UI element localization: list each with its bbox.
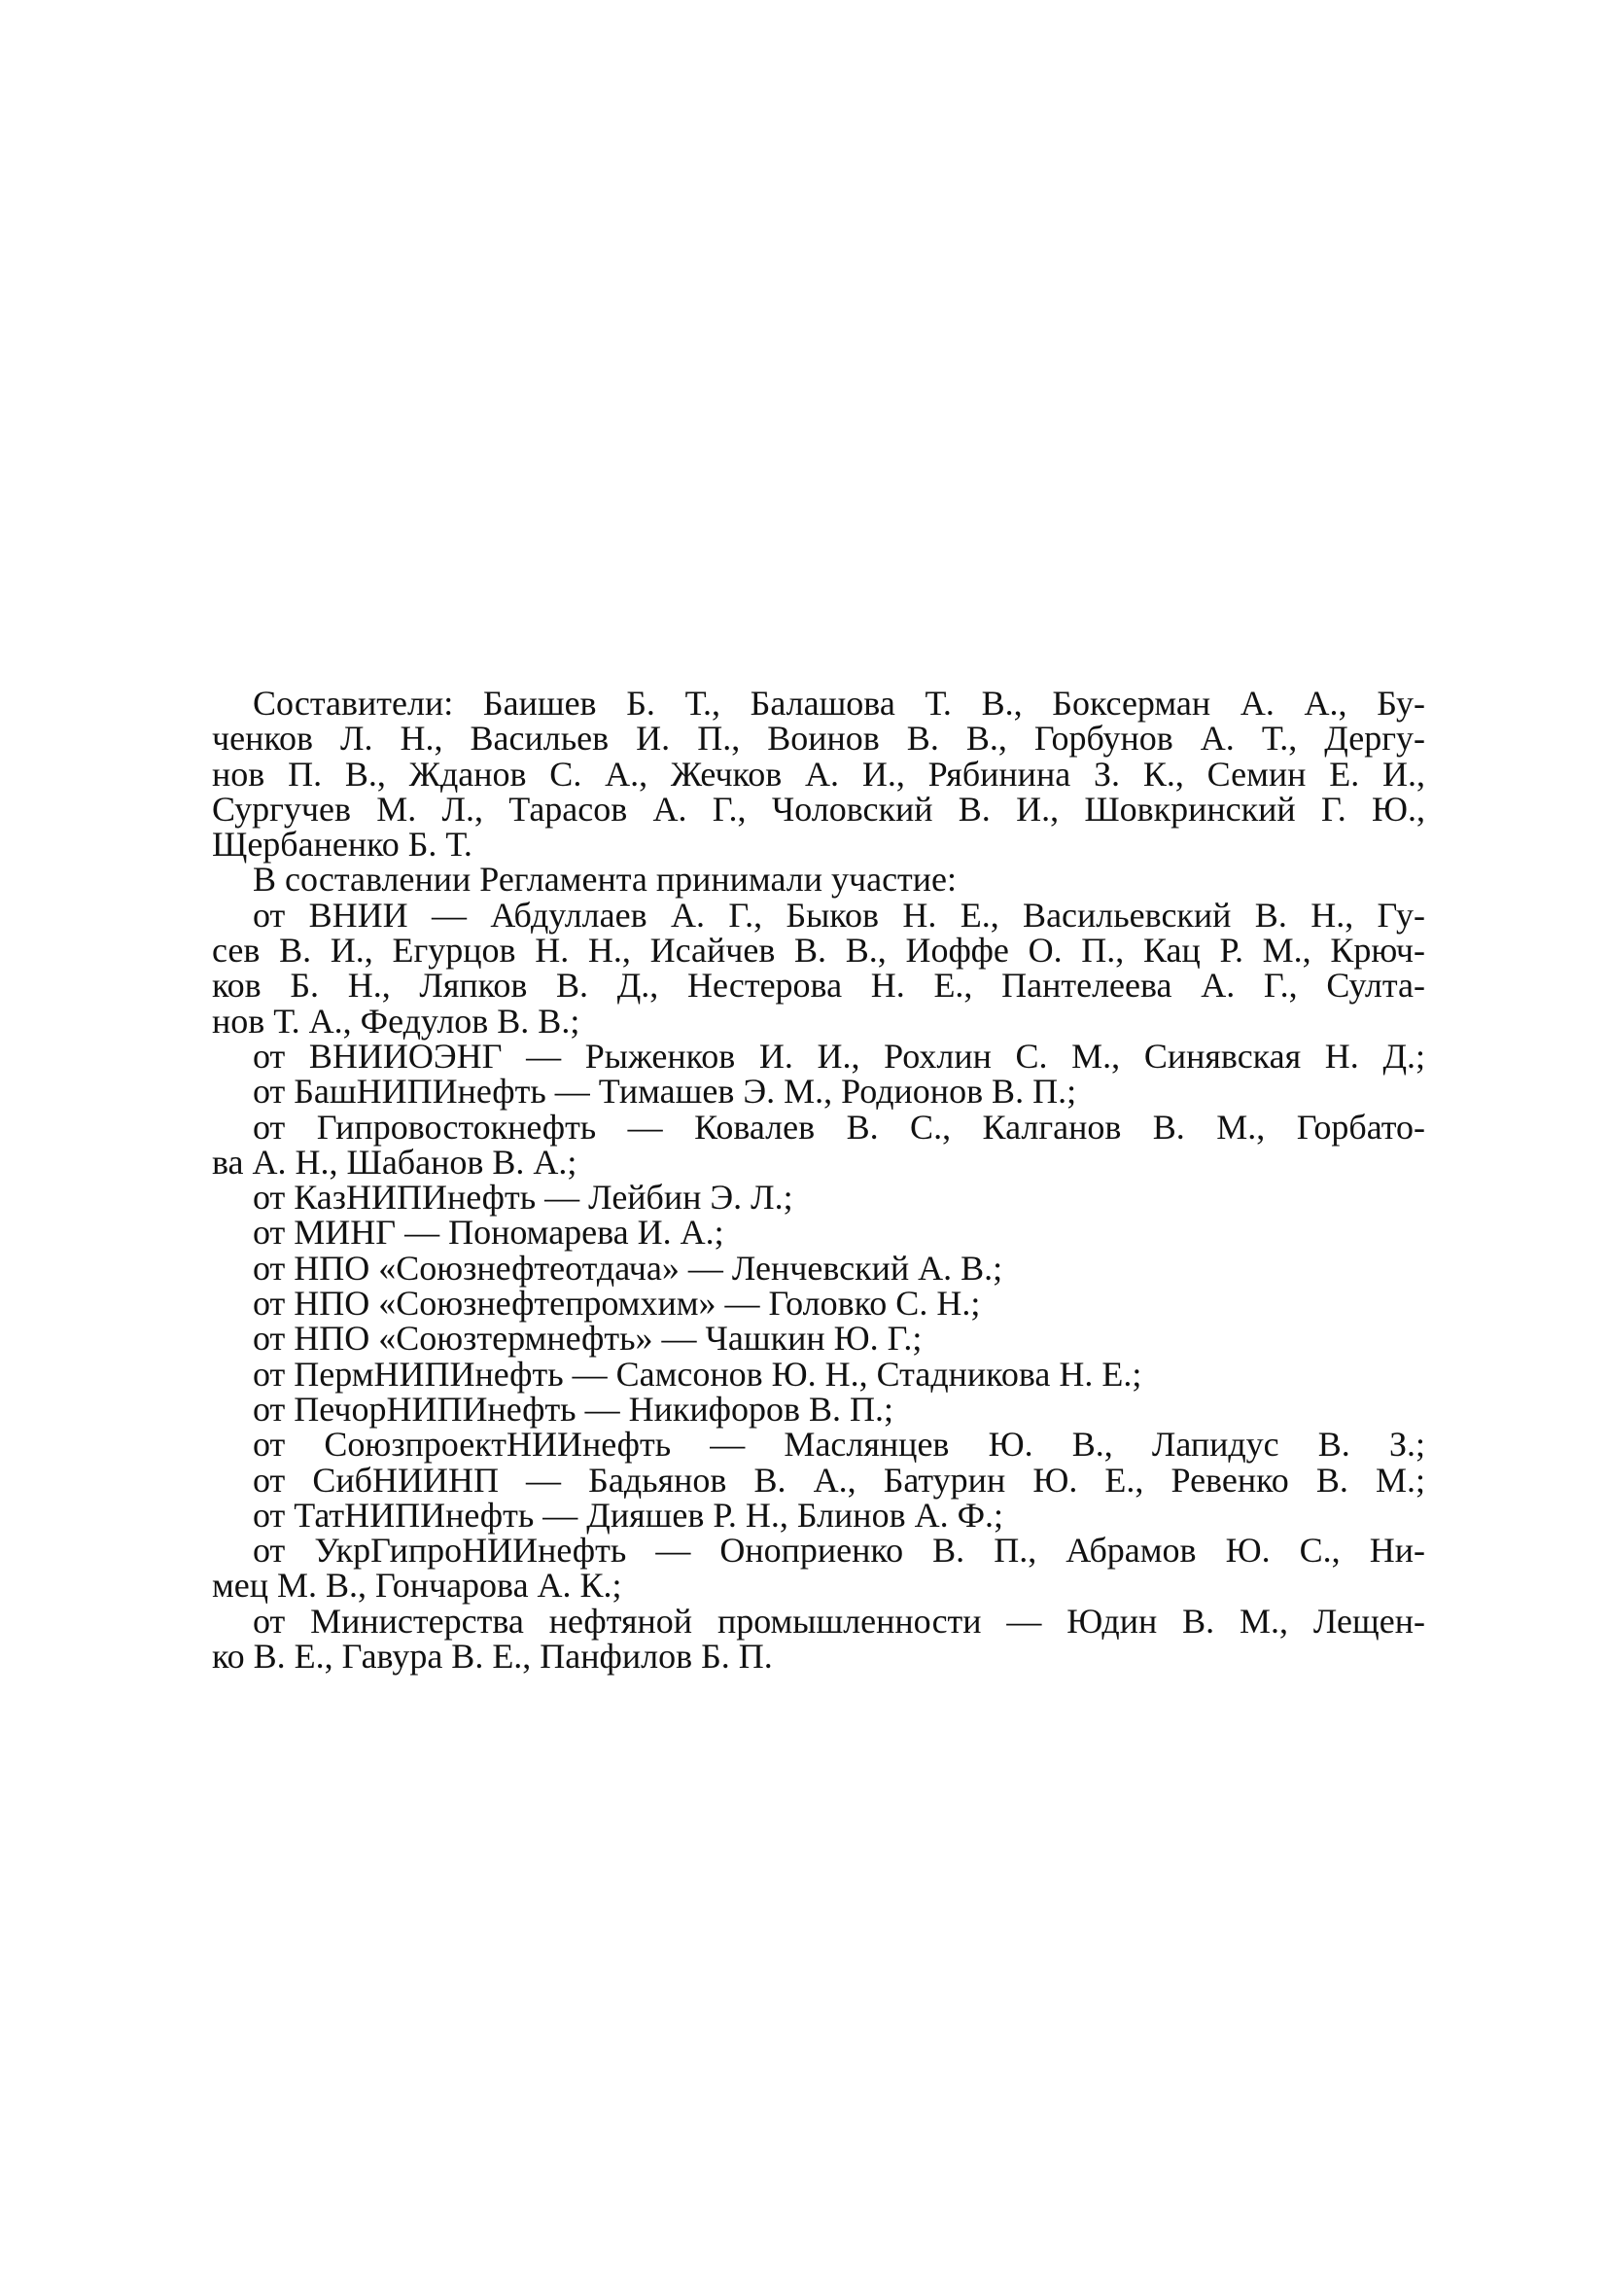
text-line: от ВНИИОЭНГ — Рыженков И. И., Рохлин С. М., Синявская Н. Д.; — [253, 1036, 1425, 1076]
text-line: ченков Л. Н., Васильев И. П., Воинов В. В., Горбунов А. Т., Дергу- — [212, 719, 1425, 759]
text-line: ва А. Н., Шабанов В. А.; — [212, 1142, 577, 1182]
text-line: от НПО «Союзнефтеотдача» — Ленчевский А. В.; — [253, 1248, 1003, 1288]
text-line: нов Т. А., Федулов В. В.; — [212, 1001, 580, 1041]
text-line: от НПО «Союзнефтепромхим» — Головко С. Н.; — [253, 1284, 981, 1324]
text-line: мец М. В., Гончарова А. К.; — [212, 1566, 622, 1606]
text-line: от НПО «Союзтермнефть» — Чашкин Ю. Г.; — [253, 1319, 923, 1359]
text-line: от Министерства нефтяной промышленности — Юдин В. М., Лещен- — [253, 1601, 1425, 1641]
text-line: от ТатНИПИнефть — Дияшев Р. Н., Блинов А. Ф.; — [253, 1495, 1004, 1535]
text-line: от КазНИПИнефть — Лейбин Э. Л.; — [253, 1178, 793, 1218]
text-line: от БашНИПИнефть — Тимашев Э. М., Родионов В. П.; — [253, 1072, 1077, 1112]
text-line: ков Б. Н., Ляпков В. Д., Нестерова Н. Е., Пантелеева А. Г., Султа- — [212, 966, 1425, 1006]
text-line: Сургучев М. Л., Тарасов А. Г., Чоловский В. И., Шовкринский Г. Ю., — [212, 789, 1425, 829]
text-line: Составители: Баишев Б. Т., Балашова Т. В., Боксерман А. А., Бу- — [253, 684, 1425, 723]
text-line: сев В. И., Егурцов Н. Н., Исайчев В. В., Иоффе О. П., Кац Р. М., Крюч- — [212, 931, 1425, 971]
text-line: нов П. В., Жданов С. А., Жечков А. И., Рябинина З. К., Семин Е. И., — [212, 754, 1425, 794]
text-line: от Гипровостокнефть — Ковалев В. С., Калганов В. М., Горбато- — [253, 1107, 1425, 1147]
text-line: от ПермНИПИнефть — Самсонов Ю. Н., Стадникова Н. Е.; — [253, 1354, 1142, 1394]
text-line: от СоюзпроектНИИнефть — Маслянцев Ю. В., Лапидус В. З.; — [253, 1425, 1425, 1465]
text-line: ко В. Е., Гавура В. Е., Панфилов Б. П. — [212, 1637, 773, 1677]
text-line: В составлении Регламента принимали участие: — [253, 860, 958, 900]
contributors-text-block — [212, 684, 1425, 1677]
text-line: от ВНИИ — Абдуллаев А. Г., Быков Н. Е., Васильевский В. Н., Гу- — [253, 895, 1425, 935]
text-line: от МИНГ — Пономарева И. А.; — [253, 1213, 724, 1253]
text-line: от ПечорНИПИнефть — Никифоров В. П.; — [253, 1389, 893, 1429]
text-line: Щербаненко Б. Т. — [212, 825, 472, 865]
text-line: от СибНИИНП — Бадьянов В. А., Батурин Ю. Е., Ревенко В. М.; — [253, 1460, 1425, 1500]
text-line: от УкрГипроНИИнефть — Оноприенко В. П., Абрамов Ю. С., Ни- — [253, 1531, 1425, 1571]
